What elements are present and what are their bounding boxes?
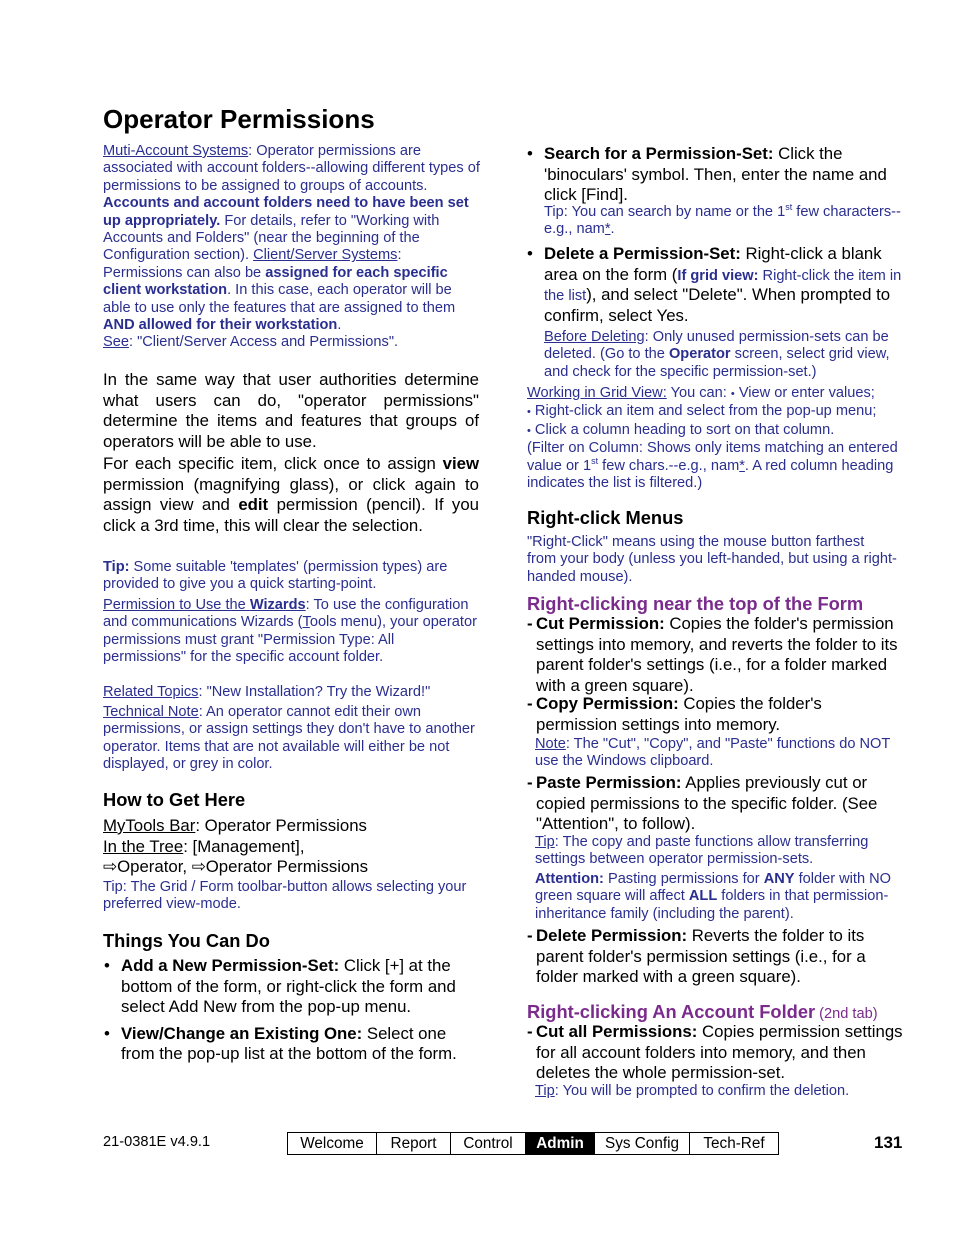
mytools-bar-link[interactable]: MyTools Bar	[103, 816, 196, 835]
tab-tech-ref[interactable]: Tech-Ref	[703, 1135, 765, 1152]
things-heading: Things You Can Do	[103, 930, 270, 951]
things-list	[104, 956, 476, 1065]
delete-item	[527, 244, 905, 326]
list-item: - Paste Permission: Applies previously cut or copied permissions to the specific folder. (See "Attention", to follow).	[527, 773, 878, 834]
related-topics: Related Topics: "New Installation? Try the Wizard!"	[103, 684, 431, 700]
list-item: • Add a New Permission-Set: Click [+] at the bottom of the form, or right-click the form and select Add New from the pop-up menu.	[104, 956, 476, 1018]
wizards-note: Permission to Use the Wizards: To use the configuration and communications Wizards (Tools menu), your operator permissions must grant "Permission Type: All permissions" for the specific account folder.	[103, 597, 477, 666]
related-topics-link[interactable]: Related Topics	[103, 684, 199, 700]
tab-sys-config[interactable]: Sys Config	[595, 1133, 690, 1154]
right-click-heading: Right-click Menus	[527, 507, 684, 528]
confirm-tip: Tip: You will be prompted to confirm the deletion.	[535, 1083, 850, 1099]
paste-permission-item	[527, 773, 903, 835]
technical-note: Technical Note: An operator cannot edit their own permissions, or assign settings they don't have to another operator. Items that are not available will either be not displayed, or grey in color.	[103, 704, 475, 773]
tab-admin[interactable]: Admin	[526, 1133, 595, 1154]
tab-control[interactable]: Control	[451, 1133, 526, 1154]
top-of-form-heading: Right-clicking near the top of the Form	[527, 593, 864, 614]
note-link[interactable]: Note	[535, 736, 566, 752]
see-link[interactable]: See	[103, 334, 129, 351]
attention-note: Attention: Pasting permissions for ANY folder with NO green square will affect ALL folders in that permission-inheritance family (including the parent).	[535, 871, 892, 922]
page-number: 131	[874, 1133, 903, 1152]
list-item: - Cut all Permissions: Copies permission settings for all account folders into memory, and then deletes the whole permission-set.	[527, 1022, 903, 1083]
delete-permission-item	[527, 926, 903, 988]
list-item: • Search for a Permission-Set: Click the 'binoculars' symbol. Then, enter the name and click [Find].	[527, 144, 905, 206]
grid-view-link[interactable]: Working in Grid View:	[527, 385, 667, 401]
in-the-tree-link[interactable]: In the Tree	[103, 836, 184, 856]
tab-welcome[interactable]: Welcome	[288, 1133, 377, 1154]
list-item: • Delete a Permission-Set: Right-click a blank area on the form (If grid view: Right-click the item in the list), and select "Delete". When prompted to confirm, select Yes.	[527, 244, 905, 326]
arrow-icon: ⇨	[103, 857, 118, 877]
account-folder-heading: Right-clicking An Account Folder (2nd tab)	[527, 1001, 878, 1022]
search-item	[527, 144, 905, 206]
multi-account-note: Muti-Account Systems: Operator permissions are associated with account folders--allowing different types of permissions to be assigned to groups of accounts. Accounts and account folders need to have been set up appropriately. For details, refer to "Working with Accounts and Folders" (near the beginning of the Configuration section). Client/Server Systems: Permissions can also be assigned for each specific client workstation. In this case, each operator will be able to use only the features that are assigned to them AND allowed for their workstation. See: "Client/Server Access and Permissions".	[103, 143, 480, 351]
multi-account-link[interactable]: Muti-Account Systems	[103, 143, 249, 159]
client-server-link[interactable]: Client/Server Systems	[253, 247, 398, 264]
tab-report[interactable]: Report	[377, 1133, 451, 1154]
tip-link[interactable]: Tip	[535, 1083, 555, 1099]
list-item: • View/Change an Existing One: Select one from the pop-up list at the bottom of the form.	[104, 1024, 476, 1065]
templates-tip: Tip: Some suitable 'templates' (permission types) are provided to give you a quick starting-point.	[103, 559, 448, 593]
copy-paste-tip: Tip: The copy and paste functions allow transferring settings between operator permission-sets.	[535, 834, 869, 868]
wizards-link[interactable]: Permission to Use the Wizards	[103, 597, 306, 613]
technical-note-link[interactable]: Technical Note	[103, 704, 199, 720]
assign-paragraph: For each specific item, click once to assign view permission (magnifying glass), or click again to assign view and edit permission (pencil). If you click a 3rd time, this will clear the selection.	[103, 454, 479, 535]
how-to-heading: How to Get Here	[103, 789, 246, 810]
grid-view-note: Working in Grid View: You can: • View or enter values; • Right-click an item and select from the pop-up menu; • Click a column heading to sort on that column. (Filter on Column: Shows only items matching an entered value or 1st few chars.--e.g., nam*. A red column heading indicates the list is filtered.)	[527, 385, 898, 492]
arrow-icon: ⇨	[191, 857, 206, 877]
list-item: - Cut Permission: Copies the folder's permission settings into memory, and reverts the folder to its parent folder's settings (i.e., for a folder marked with a green square).	[527, 614, 898, 695]
clipboard-note: Note: The "Cut", "Copy", and "Paste" functions do NOT use the Windows clipboard.	[535, 736, 891, 770]
cut-all-item	[527, 1022, 903, 1084]
navigation-path: MyTools Bar: Operator Permissions In the Tree: [Management], ⇨Operator, ⇨Operator Permissions	[103, 816, 369, 877]
tip-link[interactable]: Tip	[535, 834, 555, 850]
page-title: Operator Permissions	[103, 104, 375, 134]
list-item: - Copy Permission: Copies the folder's permission settings into memory.	[527, 694, 822, 734]
intro-paragraph: In the same way that user authorities determine what users can do, "operator permissions" determine the items and features that groups of operators will be able to use.	[103, 370, 479, 451]
copy-permission-item	[527, 694, 903, 735]
right-click-note: "Right-Click" means using the mouse button farthest from your body (unless you left-handed, but using a right-handed mouse).	[527, 534, 897, 585]
before-deleting-note: Before Deleting: Only unused permission-sets can be deleted. (Go to the Operator screen, select grid view, and check for the specific permission-set.)	[544, 329, 890, 380]
cut-permission-item	[527, 614, 903, 696]
list-item: - Delete Permission: Reverts the folder to its parent folder's permission settings (i.e., for a folder marked with a green square).	[527, 926, 866, 987]
section-tabs	[287, 1132, 779, 1155]
doc-number: 21-0381E v4.9.1	[103, 1134, 211, 1150]
view-mode-tip: Tip: The Grid / Form toolbar-button allows selecting your preferred view-mode.	[103, 879, 467, 913]
search-tip: Tip: You can search by name or the 1st few characters--e.g., nam*.	[544, 202, 901, 238]
before-deleting-link[interactable]: Before Deleting	[544, 329, 645, 345]
